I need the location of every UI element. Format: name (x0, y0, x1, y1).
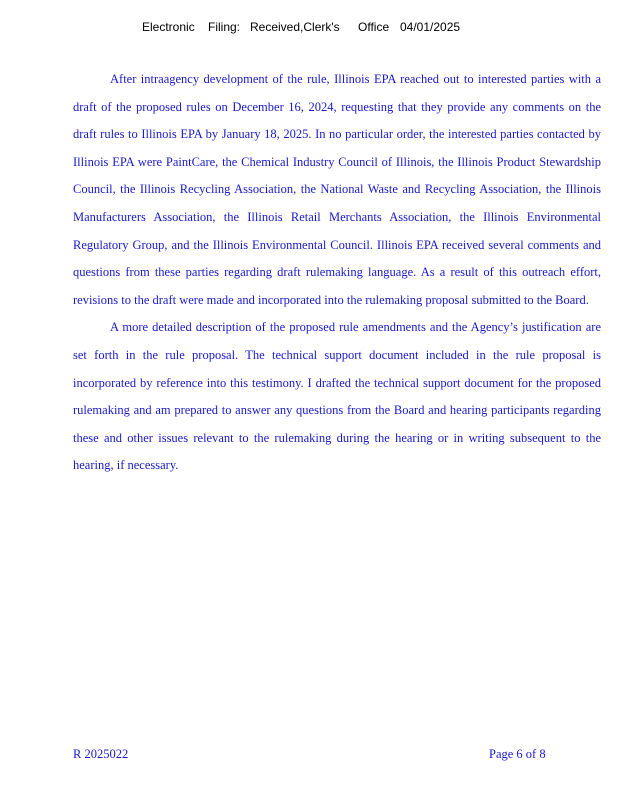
header-office: Office (358, 20, 390, 34)
paragraph-outreach: After intraagency development of the rule, Illinois EPA reached out to interested parties with a draft of the proposed rules on December 16, 2024, requesting that they provide any comments on the draft rules to Illinois EPA by January 18, 2025. In no particular order, the interested parties contacted by Illinois EPA were PaintCare, the Chemical Industry Council of Illinois, the Illinois Product Stewardship Council, the Illinois Recycling Association, the National Waste and Recycling Association, the Illinois Manufacturers Association, the Illinois Retail Merchants Association, the Illinois Environmental Regulatory Group, and the Illinois Environmental Council. Illinois EPA received several comments and questions from these parties regarding draft rulemaking language. As a result of this outreach effort, revisions to the draft were made and incorporated into the rulemaking proposal submitted to the Board. (73, 72, 601, 307)
header-date: 04/01/2025 (400, 20, 461, 34)
paragraph-description: A more detailed description of the proposed rule amendments and the Agency’s justification are set forth in the rule proposal. The technical support document included in the rule proposal is incorporated by reference into this testimony. I drafted the technical support document for the proposed rulemaking and am prepared to answer any questions from the Board and hearing participants regarding these and other issues relevant to the rulemaking during the hearing or in writing subsequent to the hearing, if necessary. (73, 320, 601, 473)
docket-number: R 2025022 (73, 747, 129, 761)
header-received: Received,Clerk's (250, 20, 340, 34)
page-number: Page 6 of 8 (489, 747, 546, 761)
header-filing: Filing: (208, 20, 241, 34)
header-electronic: Electronic (142, 20, 195, 34)
document-body (73, 66, 601, 480)
